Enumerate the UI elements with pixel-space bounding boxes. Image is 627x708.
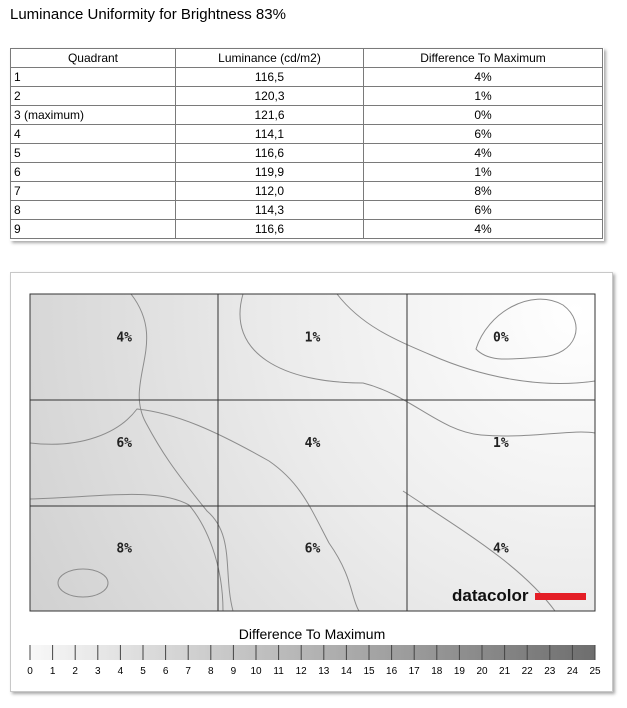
legend-tick-label: 19: [453, 666, 465, 677]
difference-cell: 4%: [364, 68, 603, 87]
legend-tick-label: 12: [295, 666, 307, 677]
quadrant-cell: 4: [11, 125, 176, 144]
cell-label: 4%: [304, 435, 321, 451]
cell-label: 1%: [493, 435, 509, 451]
logo-accent-bar: [535, 593, 586, 600]
cell-label: 8%: [116, 541, 132, 557]
luminance-cell: 121,6: [176, 106, 364, 125]
legend-tick-label: 23: [544, 666, 556, 677]
legend-tick-label: 0: [27, 666, 33, 677]
legend-tick-label: 2: [72, 666, 78, 677]
table-row: [11, 163, 603, 182]
cell-label: 4%: [493, 541, 509, 557]
luminance-cell: 116,6: [176, 220, 364, 239]
difference-cell: 4%: [364, 220, 603, 239]
legend-tick-label: 16: [386, 666, 398, 677]
legend-tick-label: 20: [476, 666, 488, 677]
cell-label: 0%: [493, 330, 509, 346]
legend-tick-label: 5: [140, 666, 146, 677]
difference-cell: 1%: [364, 87, 603, 106]
page-title: Luminance Uniformity for Brightness 83%: [10, 6, 286, 23]
legend-tick-label: 17: [408, 666, 420, 677]
table-row: [11, 125, 603, 144]
difference-cell: 4%: [364, 144, 603, 163]
table-row: [11, 68, 603, 87]
quadrant-cell: 6: [11, 163, 176, 182]
quadrant-cell: 8: [11, 201, 176, 220]
column-header-difference: Difference To Maximum: [364, 49, 603, 68]
legend-tick-label: 14: [340, 666, 352, 677]
difference-cell: 0%: [364, 106, 603, 125]
table-row: [11, 220, 603, 239]
legend-tick-label: 18: [431, 666, 443, 677]
difference-cell: 8%: [364, 182, 603, 201]
uniformity-table: [10, 48, 603, 239]
table-row: [11, 201, 603, 220]
luminance-cell: 114,3: [176, 201, 364, 220]
luminance-cell: 116,6: [176, 144, 364, 163]
quadrant-cell: 1: [11, 68, 176, 87]
difference-cell: 1%: [364, 163, 603, 182]
legend-tick-label: 11: [273, 666, 284, 677]
luminance-cell: 120,3: [176, 87, 364, 106]
quadrant-cell: 2: [11, 87, 176, 106]
legend-tick-label: 24: [566, 666, 578, 677]
table-row: [11, 87, 603, 106]
uniformity-table-container: [10, 48, 604, 241]
legend-tick-label: 6: [162, 666, 169, 677]
luminance-cell: 116,5: [176, 68, 364, 87]
uniformity-heatmap: [11, 273, 612, 691]
column-header-luminance: Luminance (cd/m2): [176, 49, 364, 68]
column-header-quadrant: Quadrant: [11, 49, 176, 68]
luminance-cell: 112,0: [176, 182, 364, 201]
quadrant-cell: 7: [11, 182, 176, 201]
legend-title: Difference To Maximum: [238, 626, 386, 642]
legend-tick-label: 15: [363, 666, 375, 677]
legend-tick-label: 22: [521, 666, 533, 677]
difference-cell: 6%: [364, 201, 603, 220]
quadrant-cell: 9: [11, 220, 176, 239]
legend-tick-label: 13: [318, 666, 330, 677]
cell-label: 6%: [304, 541, 321, 557]
difference-cell: 6%: [364, 125, 603, 144]
uniformity-chart-panel: [10, 272, 613, 692]
legend-tick-label: 25: [589, 666, 601, 677]
table-row: [11, 106, 603, 125]
legend-tick-label: 21: [499, 666, 511, 677]
luminance-cell: 119,9: [176, 163, 364, 182]
table-header-row: [11, 49, 603, 68]
luminance-cell: 114,1: [176, 125, 364, 144]
legend-tick-label: 7: [185, 666, 191, 677]
table-row: [11, 144, 603, 163]
legend-gradient-bar: [30, 645, 595, 660]
legend-tick-label: 8: [208, 666, 214, 677]
quadrant-cell: 3 (maximum): [11, 106, 176, 125]
legend-tick-label: 4: [117, 666, 124, 677]
cell-label: 4%: [116, 330, 132, 346]
legend-tick-label: 10: [250, 666, 262, 677]
cell-label: 1%: [304, 330, 321, 346]
legend-tick-label: 1: [49, 666, 56, 677]
legend-tick-label: 9: [230, 666, 237, 677]
cell-label: 6%: [116, 435, 132, 451]
table-row: [11, 182, 603, 201]
legend-tick-label: 3: [95, 666, 101, 677]
logo-text: datacolor: [452, 586, 529, 605]
quadrant-cell: 5: [11, 144, 176, 163]
